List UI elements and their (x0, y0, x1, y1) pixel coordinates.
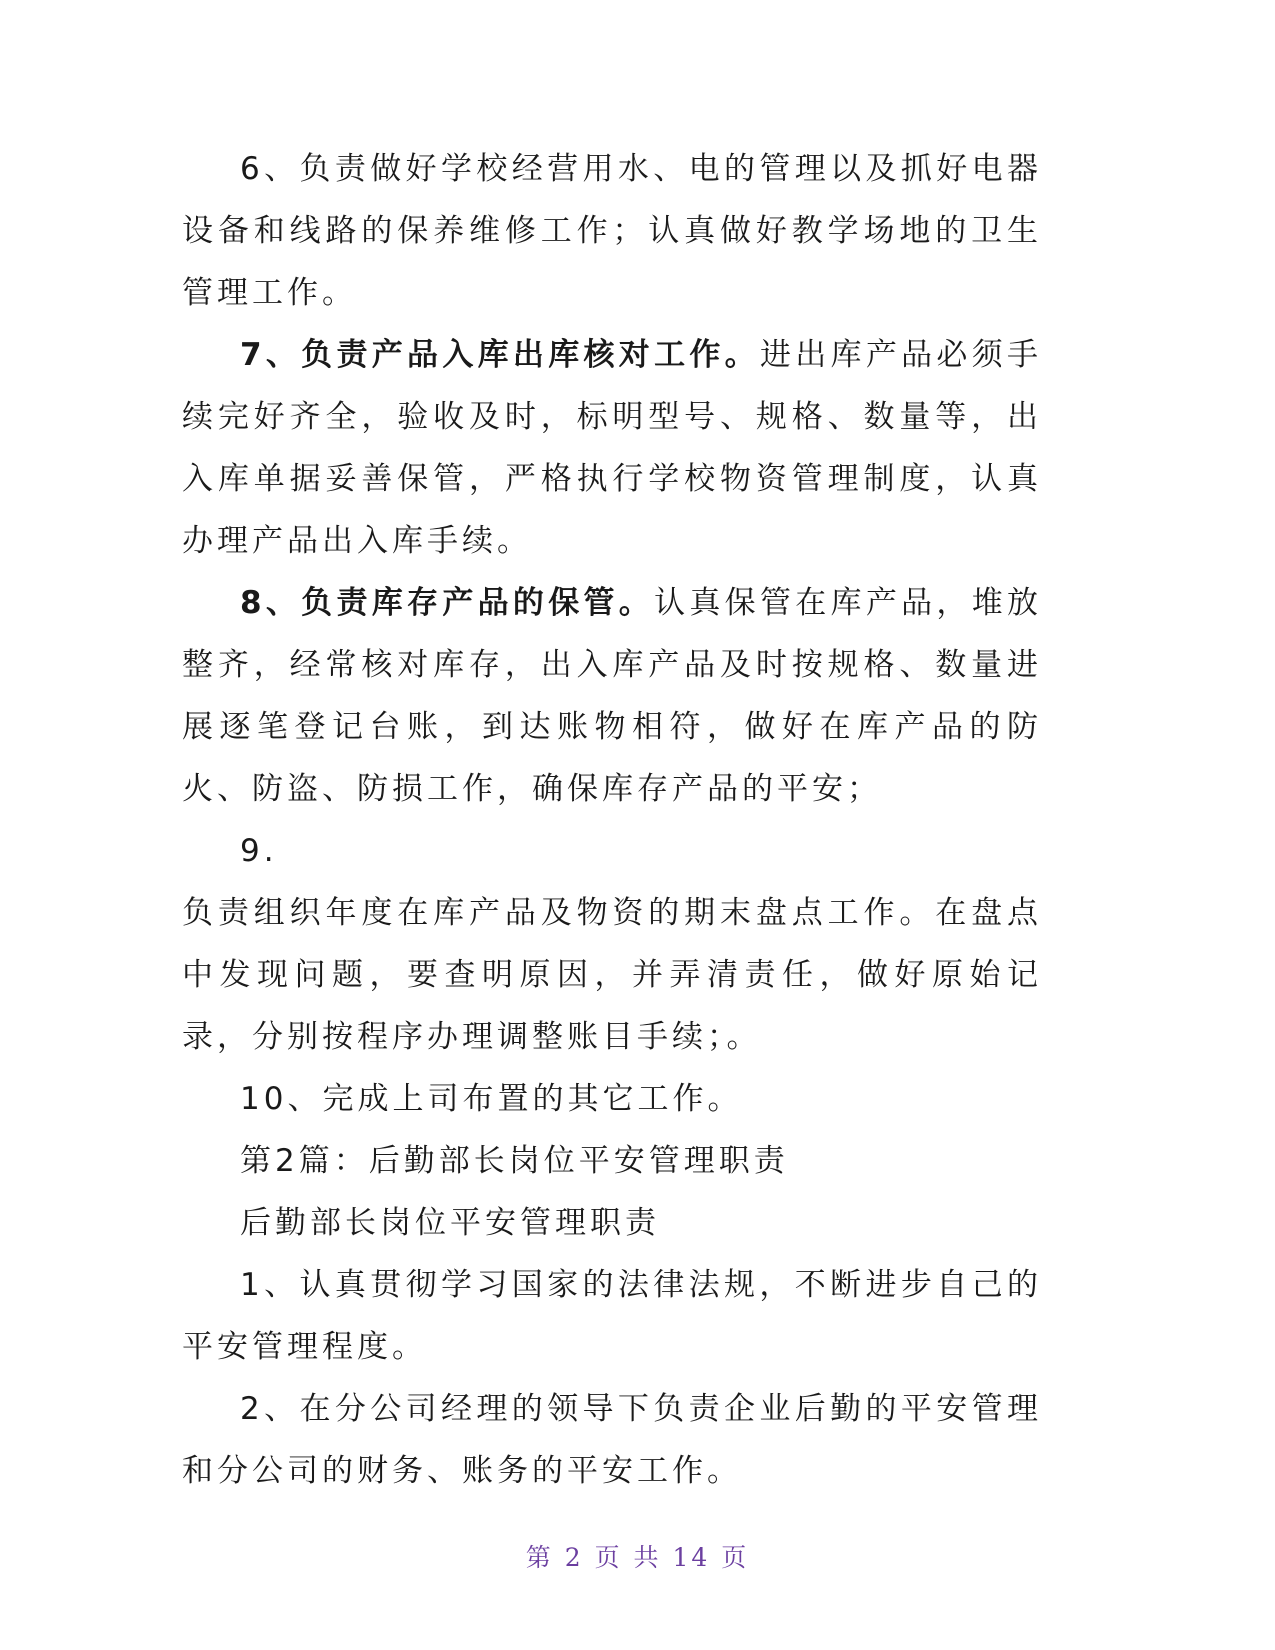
paragraph-text: 后勤部长岗位平安管理职责 (240, 1205, 660, 1241)
page-footer (0, 1538, 1275, 1574)
section-title (182, 1130, 1042, 1192)
paragraph-item-9-body (182, 882, 1042, 1068)
paragraph-text: 第2篇：后勤部长岗位平安管理职责 (240, 1143, 789, 1179)
paragraph-item-7 (182, 324, 1042, 572)
paragraph-heading: 7、负责产品入库出库核对工作。 (240, 337, 760, 373)
section-subtitle (182, 1192, 1042, 1254)
paragraph-text: 认真保管在库产品，堆放整齐，经常核对库存，出入库产品及时按规格、数量进展逐笔登记台账，到达账物相符，做好在库产品的防火、防盗、防损工作，确保库存产品的平安； (182, 585, 1042, 807)
paragraph-item-6 (182, 138, 1042, 324)
paragraph-text: 进出库产品必须手续完好齐全，验收及时，标明型号、规格、数量等，出入库单据妥善保管，严格执行学校物资管理制度，认真办理产品出入库手续。 (182, 337, 1042, 559)
current-page-number: 2 (564, 1543, 584, 1572)
paragraph-text: 2、在分公司经理的领导下负责企业后勤的平安管理和分公司的财务、账务的平安工作。 (182, 1391, 1042, 1489)
paragraph-text: 6、负责做好学校经营用水、电的管理以及抓好电器设备和线路的保养维修工作；认真做好教学场地的卫生管理工作。 (182, 151, 1042, 311)
paragraph-item-8 (182, 572, 1042, 820)
paragraph-item-9-number (182, 820, 1042, 882)
paragraph-item-1 (182, 1254, 1042, 1378)
paragraph-text: 10、完成上司布置的其它工作。 (240, 1081, 743, 1117)
paragraph-text: 1、认真贯彻学习国家的法律法规，不断进步自己的平安管理程度。 (182, 1267, 1042, 1365)
page-mid-text: 页 共 (594, 1543, 662, 1572)
total-pages-number: 14 (672, 1543, 711, 1572)
page-prefix: 第 (525, 1543, 554, 1572)
paragraph-text: 负责组织年度在库产品及物资的期末盘点工作。在盘点中发现问题，要查明原因，并弄清责任，做好原始记录，分别按程序办理调整账目手续；。 (182, 895, 1042, 1055)
paragraph-heading: 8、负责库存产品的保管。 (240, 585, 655, 621)
page-suffix: 页 (721, 1543, 750, 1572)
document-body (182, 138, 1042, 1502)
paragraph-item-10 (182, 1068, 1042, 1130)
paragraph-item-2 (182, 1378, 1042, 1502)
paragraph-text: 9. (240, 833, 278, 869)
